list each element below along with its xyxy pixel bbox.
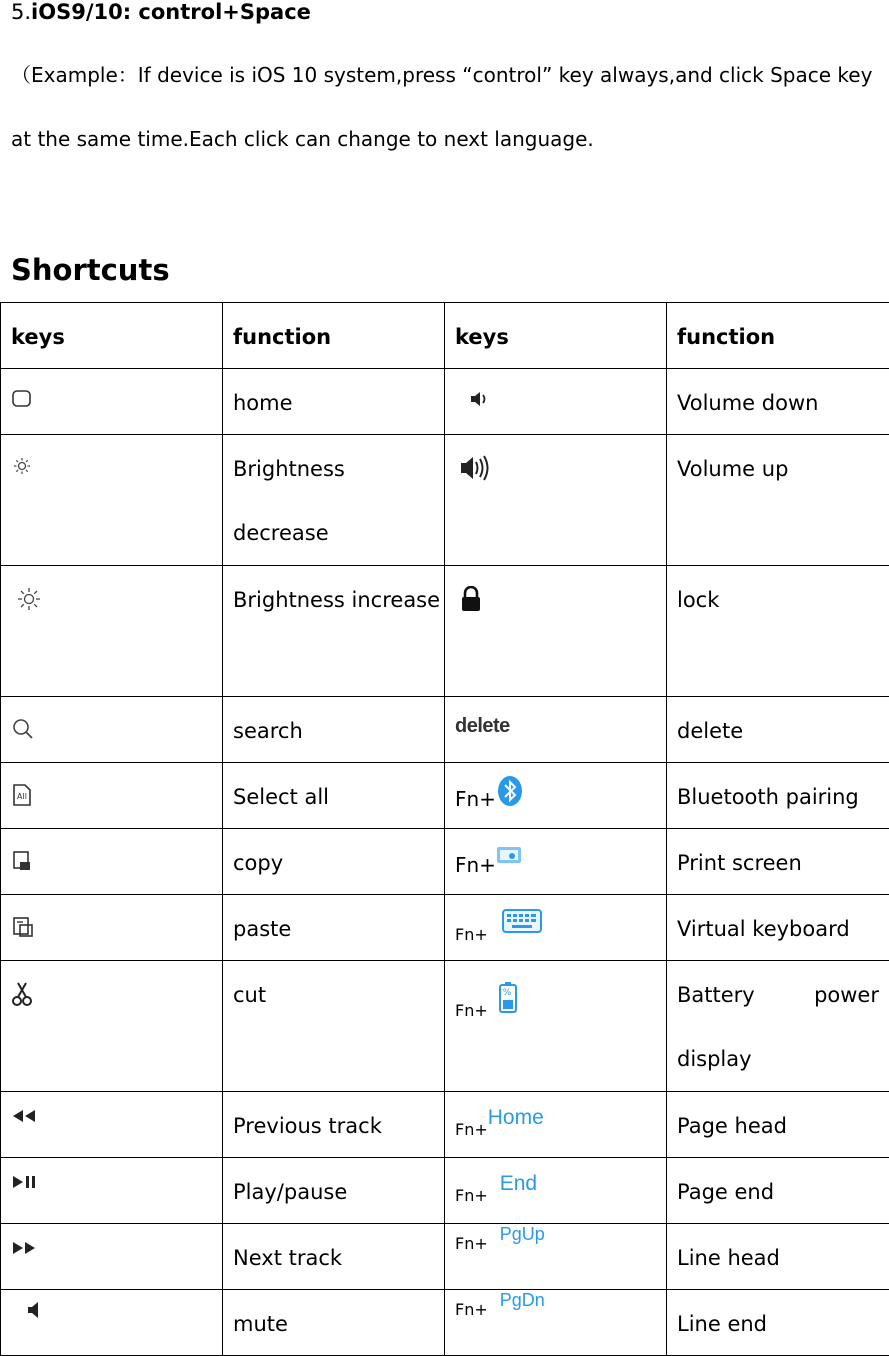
function-label: Play/pause bbox=[233, 1180, 348, 1204]
table-row bbox=[1, 435, 889, 566]
table-row bbox=[1, 1092, 889, 1158]
fn-prefix: Fn+ bbox=[455, 787, 496, 811]
function-label: Volume down bbox=[677, 391, 819, 415]
copy-icon bbox=[11, 849, 33, 878]
home-key-label: Home bbox=[487, 1106, 544, 1129]
delete-key-label: delete bbox=[455, 715, 510, 737]
next-track-icon bbox=[11, 1236, 37, 1260]
table-row bbox=[1, 566, 889, 697]
ios-shortcut-heading bbox=[11, 0, 311, 24]
table-row bbox=[1, 369, 889, 435]
table-row bbox=[1, 697, 889, 763]
brightness-decrease-icon bbox=[11, 455, 33, 482]
fn-prefix: Fn+ bbox=[455, 853, 496, 877]
battery-function-label: Battery power display bbox=[677, 983, 879, 1071]
function-label: Bluetooth pairing bbox=[677, 785, 859, 809]
virtual-keyboard-icon bbox=[502, 909, 542, 938]
fn-prefix: Fn+ bbox=[455, 1120, 488, 1139]
end-key-label: End bbox=[499, 1172, 538, 1195]
bluetooth-icon bbox=[496, 775, 524, 812]
function-label: cut bbox=[233, 983, 267, 1007]
function-label: Line end bbox=[677, 1312, 767, 1336]
function-label: Line head bbox=[677, 1246, 780, 1270]
intro-line-2: at the same time.Each click can change to next language. bbox=[11, 127, 594, 151]
volume-up-icon bbox=[460, 455, 492, 486]
function-label: Next track bbox=[233, 1246, 343, 1270]
function-label: Brightness decrease bbox=[233, 457, 345, 545]
previous-track-icon bbox=[11, 1104, 37, 1128]
function-label: mute bbox=[233, 1312, 288, 1336]
function-label: Page end bbox=[677, 1180, 775, 1204]
shortcuts-table bbox=[0, 302, 889, 1356]
lock-icon bbox=[460, 586, 482, 617]
table-header-row bbox=[1, 303, 889, 369]
fn-prefix: Fn+ bbox=[455, 1001, 488, 1020]
mute-icon bbox=[27, 1300, 41, 1324]
function-label: copy bbox=[233, 851, 284, 875]
search-icon bbox=[11, 717, 35, 746]
function-label: home bbox=[233, 391, 293, 415]
header-function-1: function bbox=[223, 303, 445, 369]
function-label: Previous track bbox=[233, 1114, 382, 1138]
fn-prefix: Fn+ bbox=[455, 1300, 488, 1319]
svg-text:All: All bbox=[17, 792, 27, 801]
play-pause-icon bbox=[11, 1170, 37, 1194]
shortcuts-title: Shortcuts bbox=[11, 253, 170, 287]
fn-prefix: Fn+ bbox=[455, 1234, 488, 1253]
function-label: Select all bbox=[233, 785, 329, 809]
function-label: lock bbox=[677, 588, 720, 612]
intro-line-1: （Example：If device is iOS 10 system,press “control” key always,and click Space key bbox=[11, 63, 873, 87]
function-label: Virtual keyboard bbox=[677, 917, 850, 941]
function-label: search bbox=[233, 719, 303, 743]
table-row bbox=[1, 829, 889, 895]
pgup-key-label: PgUp bbox=[499, 1224, 545, 1244]
heading-number: 5. bbox=[11, 0, 32, 24]
header-function-2: function bbox=[667, 303, 889, 369]
table-row bbox=[1, 1158, 889, 1224]
brightness-increase-icon bbox=[16, 586, 42, 617]
table-row bbox=[1, 961, 889, 1092]
print-screen-icon bbox=[496, 845, 522, 870]
table-row bbox=[1, 1224, 889, 1290]
table-row bbox=[1, 763, 889, 829]
function-label: Page head bbox=[677, 1114, 787, 1138]
home-key-icon bbox=[11, 389, 33, 413]
table-row bbox=[1, 895, 889, 961]
function-label: Print screen bbox=[677, 851, 802, 875]
function-label: Brightness increase bbox=[233, 588, 441, 612]
battery-icon bbox=[498, 981, 518, 1018]
select-all-icon bbox=[11, 783, 33, 812]
battery-percent-label: % bbox=[502, 987, 512, 998]
volume-down-icon bbox=[470, 389, 492, 413]
paste-icon bbox=[11, 915, 35, 944]
fn-prefix: Fn+ bbox=[455, 1186, 488, 1205]
fn-prefix: Fn+ bbox=[455, 925, 488, 944]
function-label: paste bbox=[233, 917, 292, 941]
heading-text: iOS9/10: control+Space bbox=[31, 0, 311, 24]
pgdn-key-label: PgDn bbox=[499, 1290, 545, 1310]
function-label: delete bbox=[677, 719, 744, 743]
header-keys-1: keys bbox=[1, 303, 223, 369]
table-row bbox=[1, 1290, 889, 1356]
function-label: Volume up bbox=[677, 457, 789, 481]
cut-icon bbox=[11, 981, 33, 1012]
header-keys-2: keys bbox=[445, 303, 667, 369]
